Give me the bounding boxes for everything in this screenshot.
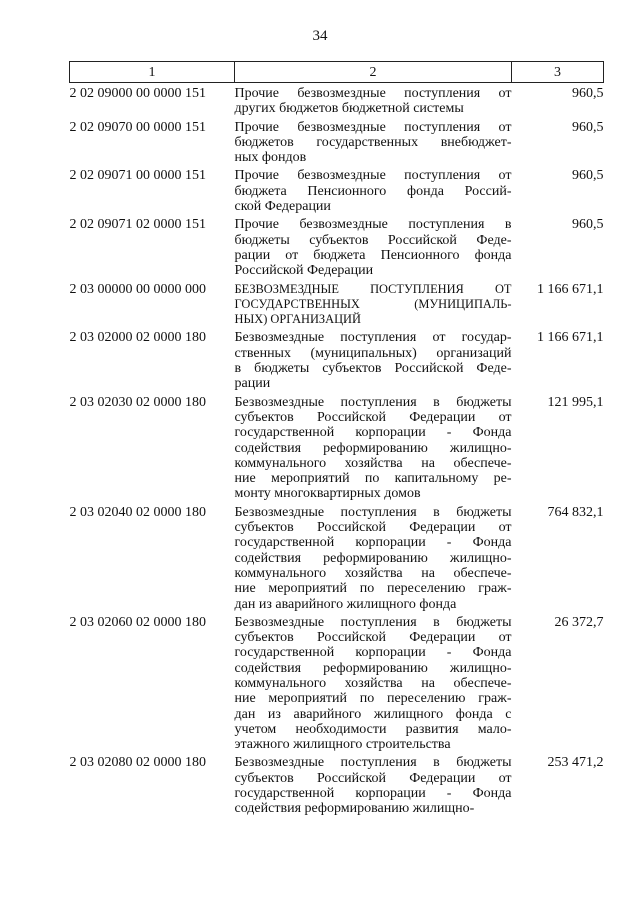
- description-cell: [235, 395, 512, 505]
- description-line: рации: [234, 376, 271, 392]
- description-cell: [235, 120, 512, 169]
- amount-cell: 1 166 671,1: [537, 281, 604, 297]
- description-line: бюджета Пенсионного фонда Россий-: [234, 183, 512, 199]
- description-line: Безвозмездные поступления в бюджеты: [234, 755, 512, 771]
- description-line: коммунального хозяйства на обеспече-: [234, 675, 512, 691]
- description-line: Прочие безвозмездные поступления от: [234, 86, 512, 101]
- budget-code-cell: 2 02 09000 00 0000 151: [69, 86, 206, 101]
- description-line: Безвозмездные поступления от государ-: [234, 330, 512, 346]
- description-cell: [235, 168, 512, 217]
- column-header-amount: 3: [512, 62, 604, 83]
- description-line: коммунального хозяйства на обеспече-: [234, 565, 512, 581]
- description-line: содействия реформированию жилищно-: [234, 801, 475, 817]
- budget-code-cell: 2 03 02000 02 0000 180: [69, 330, 206, 346]
- description-line: ние мероприятий по капитальному ре-: [234, 471, 512, 487]
- amount-cell: 960,5: [572, 168, 604, 184]
- description-line: Прочие безвозмездные поступления от: [234, 119, 512, 135]
- description-line: Российской Федерации: [234, 263, 374, 279]
- description-line: дан из аварийного жилищного фонда: [234, 596, 457, 612]
- description-line: государственной корпорации - Фонда: [234, 535, 512, 551]
- amount-cell: 764 832,1: [547, 504, 604, 520]
- description-line: субъектов Российской Федерации от: [234, 409, 512, 425]
- description-line: этажного жилищного строительства: [234, 737, 451, 753]
- table-row: [70, 505, 604, 615]
- budget-code-cell: 2 02 09071 02 0000 151: [69, 217, 206, 233]
- description-line: бюджетов государственных внебюджет-: [234, 134, 512, 150]
- column-header-code: 1: [70, 62, 235, 83]
- amount-cell: 960,5: [572, 86, 604, 101]
- budget-code-cell: 2 02 09071 00 0000 151: [69, 168, 206, 184]
- amount-cell: 1 166 671,1: [537, 330, 604, 346]
- table-body: [70, 83, 604, 820]
- page-number: 34: [312, 28, 328, 44]
- description-line: НЫХ) ОРГАНИЗАЦИЙ: [234, 312, 361, 327]
- table-row: [70, 330, 604, 394]
- description-cell: [235, 755, 512, 819]
- amount-cell: 960,5: [572, 119, 604, 135]
- description-line: монту многоквартирных домов: [234, 486, 421, 502]
- description-line: других бюджетов бюджетной системы: [234, 101, 464, 117]
- table-row: [70, 282, 604, 331]
- description-line: рации от бюджета Пенсионного фонда: [234, 247, 512, 263]
- description-line: субъектов Российской Федерации от: [234, 770, 512, 786]
- amount-cell: 26 372,7: [554, 614, 604, 630]
- description-line: государственной корпорации - Фонда: [234, 786, 512, 802]
- description-line: государственной корпорации - Фонда: [234, 645, 512, 661]
- description-line: ственных (муниципальных) организаций: [234, 345, 512, 361]
- description-line: БЕЗВОЗМЕЗДНЫЕ ПОСТУПЛЕНИЯ ОТ: [234, 281, 512, 296]
- budget-code-cell: 2 03 00000 00 0000 000: [69, 281, 206, 297]
- column-header-description: 2: [235, 62, 512, 83]
- description-line: в бюджеты субъектов Российской Феде-: [234, 361, 512, 377]
- description-line: бюджеты субъектов Российской Феде-: [234, 232, 512, 248]
- table-row: [70, 615, 604, 756]
- amount-cell: 253 471,2: [547, 755, 604, 771]
- description-line: Безвозмездные поступления в бюджеты: [234, 614, 512, 630]
- description-line: содействия реформированию жилищно-: [234, 440, 512, 456]
- budget-code-cell: 2 03 02060 02 0000 180: [69, 614, 206, 630]
- budget-code-cell: 2 02 09070 00 0000 151: [69, 119, 206, 135]
- table-row: [70, 83, 604, 120]
- description-line: государственной корпорации - Фонда: [234, 425, 512, 441]
- description-line: Безвозмездные поступления в бюджеты: [234, 504, 512, 520]
- table-header: [70, 62, 604, 83]
- table-row: [70, 217, 604, 281]
- description-line: дан из аварийного жилищного фонда с: [234, 706, 512, 722]
- description-line: содействия реформированию жилищно-: [234, 550, 512, 566]
- description-line: ГОСУДАРСТВЕННЫХ (МУНИЦИПАЛЬ-: [234, 296, 512, 311]
- amount-cell: 121 995,1: [547, 394, 604, 410]
- description-line: Прочие безвозмездные поступления от: [234, 168, 512, 184]
- budget-code-cell: 2 03 02040 02 0000 180: [69, 504, 206, 520]
- table-row: [70, 168, 604, 217]
- description-line: ных фондов: [234, 150, 307, 166]
- description-line: субъектов Российской Федерации от: [234, 520, 512, 536]
- description-cell: [235, 615, 512, 756]
- table-row: [70, 755, 604, 819]
- description-line: коммунального хозяйства на обеспече-: [234, 455, 512, 471]
- description-line: учетом необходимости развития мало-: [234, 721, 512, 737]
- description-line: ние мероприятий по переселению граж-: [234, 691, 512, 707]
- description-line: Прочие безвозмездные поступления в: [234, 217, 512, 233]
- table-row: [70, 120, 604, 169]
- description-cell: [235, 217, 512, 281]
- description-line: ние мероприятий по переселению граж-: [234, 581, 512, 597]
- amount-cell: 960,5: [572, 217, 604, 233]
- budget-code-cell: 2 03 02030 02 0000 180: [69, 394, 206, 410]
- description-cell: [235, 83, 512, 120]
- description-line: Безвозмездные поступления в бюджеты: [234, 394, 512, 410]
- budget-code-cell: 2 03 02080 02 0000 180: [69, 755, 206, 771]
- description-cell: [235, 505, 512, 615]
- description-line: субъектов Российской Федерации от: [234, 630, 512, 646]
- table-row: [70, 395, 604, 505]
- description-line: содействия реформированию жилищно-: [234, 660, 512, 676]
- description-line: ской Федерации: [234, 199, 331, 215]
- description-cell: [235, 282, 512, 331]
- revenue-table: [69, 61, 604, 820]
- description-cell: [235, 330, 512, 394]
